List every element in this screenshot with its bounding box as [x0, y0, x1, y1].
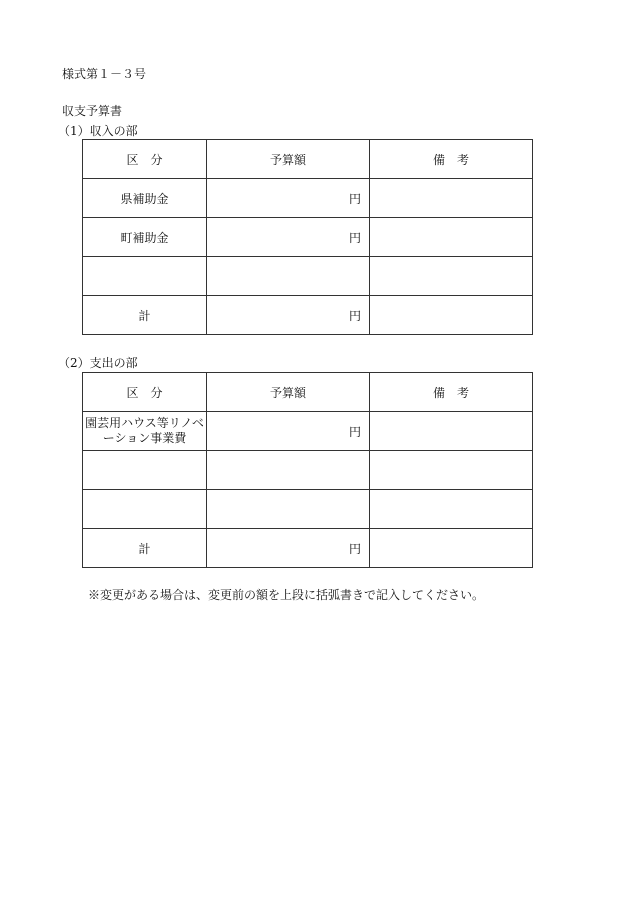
header-budget-amount: 予算額 [207, 373, 370, 412]
remarks-cell [370, 412, 533, 451]
total-label-cell: 計 [83, 529, 207, 568]
note-text: ※変更がある場合は、変更前の額を上段に括弧書きで記入してください。 [88, 588, 485, 602]
total-row [83, 296, 533, 335]
total-amount-cell: 円 [207, 529, 370, 568]
header-category: 区 分 [83, 140, 207, 179]
table-row [83, 257, 533, 296]
table-header-row [83, 373, 533, 412]
remarks-cell [370, 296, 533, 335]
amount-cell: 円 [207, 412, 370, 451]
header-remarks: 備 考 [370, 140, 533, 179]
amount-cell: 円 [207, 218, 370, 257]
category-cell: 町補助金 [83, 218, 207, 257]
header-remarks: 備 考 [370, 373, 533, 412]
amount-cell: 円 [207, 179, 370, 218]
category-cell [83, 257, 207, 296]
remarks-cell [370, 529, 533, 568]
total-row [83, 529, 533, 568]
category-cell [83, 451, 207, 490]
income-table [82, 139, 533, 335]
category-cell [83, 490, 207, 529]
category-cell: 県補助金 [83, 179, 207, 218]
income-section-heading: （1）収入の部 [58, 124, 138, 138]
category-cell: 園芸用ハウス等リノベーション事業費 [83, 412, 207, 451]
expenditure-table [82, 372, 533, 568]
table-row [83, 451, 533, 490]
remarks-cell [370, 451, 533, 490]
remarks-cell [370, 179, 533, 218]
table-row [83, 218, 533, 257]
amount-cell [207, 490, 370, 529]
table-header-row [83, 140, 533, 179]
amount-cell [207, 257, 370, 296]
remarks-cell [370, 490, 533, 529]
header-category: 区 分 [83, 373, 207, 412]
header-budget-amount: 予算額 [207, 140, 370, 179]
expenditure-section-heading: （2）支出の部 [58, 356, 138, 370]
remarks-cell [370, 218, 533, 257]
remarks-cell [370, 257, 533, 296]
form-number: 様式第１－３号 [62, 67, 147, 81]
table-row [83, 179, 533, 218]
total-label-cell: 計 [83, 296, 207, 335]
table-row [83, 412, 533, 451]
table-row [83, 490, 533, 529]
amount-cell [207, 451, 370, 490]
document-title: 収支予算書 [62, 104, 123, 118]
total-amount-cell: 円 [207, 296, 370, 335]
